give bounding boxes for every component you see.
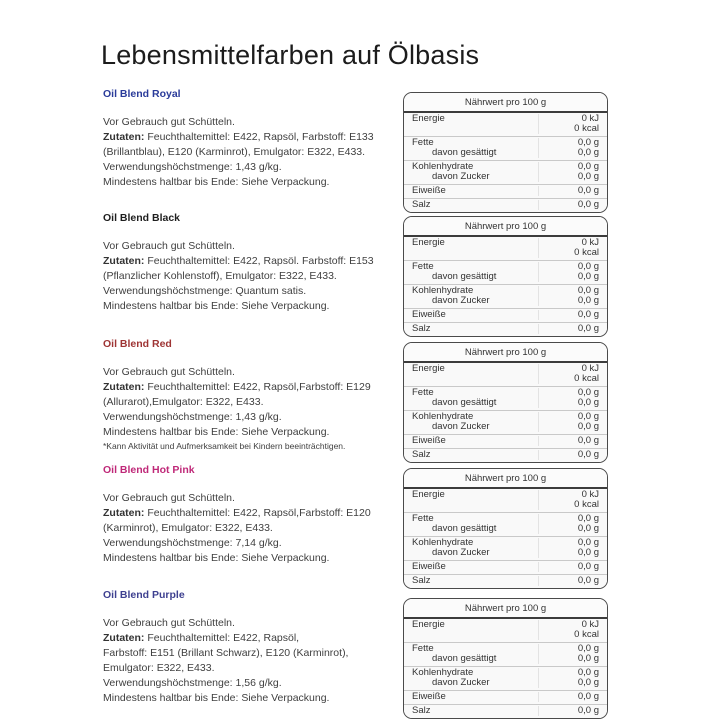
- nutrition-row-energie: [404, 363, 607, 386]
- nutrition-value: 0 kJ: [581, 619, 599, 630]
- nutrition-sublabel: davon gesättigt: [432, 147, 497, 158]
- nutrition-row-eiweisse: [404, 434, 607, 448]
- nutrition-value: 0 kcal: [574, 499, 599, 510]
- nutrition-row-salz: [404, 704, 607, 718]
- ingredients-continuation: (Karminrot), Emulgator: E322, E433.: [103, 522, 273, 534]
- nutrition-value: 0,0 g: [577, 411, 599, 422]
- nutrition-value: 0,0 g: [577, 185, 599, 196]
- nutrition-value: 0,0 g: [577, 199, 599, 210]
- best-before-line: Mindestens haltbar bis Ende: Siehe Verpackung.: [103, 300, 330, 312]
- nutrition-row-kohlenhydrate: [404, 536, 607, 560]
- nutrition-table-header: Nährwert pro 100 g: [404, 599, 607, 619]
- nutrition-row-fette: [404, 136, 607, 160]
- nutrition-row-salz: [404, 198, 607, 212]
- section-heading: Oil Blend Purple: [103, 589, 185, 601]
- nutrition-value: 0,0 g: [577, 137, 599, 148]
- ingredients-line: [103, 506, 413, 521]
- nutrition-table-body: [404, 489, 607, 588]
- nutrition-sublabel: davon Zucker: [432, 171, 490, 182]
- nutrition-value: 0,0 g: [577, 271, 599, 282]
- shake-instruction: Vor Gebrauch gut Schütteln.: [103, 617, 235, 629]
- nutrition-row-energie: [404, 113, 607, 136]
- nutrition-table-header: Nährwert pro 100 g: [404, 93, 607, 113]
- nutrition-value: 0,0 g: [577, 285, 599, 296]
- nutrition-table-header: Nährwert pro 100 g: [404, 343, 607, 363]
- nutrition-value: 0 kJ: [581, 237, 599, 248]
- nutrition-table: [403, 598, 608, 719]
- nutrition-table: [403, 216, 608, 337]
- nutrition-value: 0,0 g: [577, 653, 599, 664]
- nutrition-sublabel: davon gesättigt: [432, 271, 497, 282]
- section-text: [103, 239, 413, 314]
- ingredients-text: Feuchthaltemittel: E422, Rapsöl, Farbstoff: E133: [144, 131, 374, 143]
- nutrition-value: 0 kJ: [581, 113, 599, 124]
- nutrition-table-body: [404, 237, 607, 336]
- nutrition-value: 0,0 g: [577, 537, 599, 548]
- ingredients-label: Zutaten:: [103, 632, 145, 644]
- nutrition-label: Kohlenhydrate: [412, 285, 474, 296]
- nutrition-label: Salz: [412, 199, 431, 210]
- nutrition-label: Eiweiße: [412, 185, 446, 196]
- nutrition-row-salz: [404, 574, 607, 588]
- nutrition-label: Energie: [412, 113, 445, 124]
- nutrition-value: 0,0 g: [577, 261, 599, 272]
- max-usage-line: Verwendungshöchstmenge: 7,14 g/kg.: [103, 537, 282, 549]
- nutrition-value: 0 kcal: [574, 373, 599, 384]
- nutrition-label: Fette: [412, 137, 434, 148]
- nutrition-label: Eiweiße: [412, 435, 446, 446]
- nutrition-label: Kohlenhydrate: [412, 667, 474, 678]
- nutrition-table: [403, 342, 608, 463]
- nutrition-value: 0,0 g: [577, 421, 599, 432]
- nutrition-label: Kohlenhydrate: [412, 161, 474, 172]
- nutrition-label: Energie: [412, 237, 445, 248]
- ingredients-label: Zutaten:: [103, 381, 145, 393]
- max-usage-line: Verwendungshöchstmenge: 1,56 g/kg.: [103, 677, 282, 689]
- best-before-line: Mindestens haltbar bis Ende: Siehe Verpackung.: [103, 426, 330, 438]
- section-text: [103, 491, 413, 566]
- nutrition-label: Salz: [412, 705, 431, 716]
- shake-instruction: Vor Gebrauch gut Schütteln.: [103, 492, 235, 504]
- section-heading: Oil Blend Red: [103, 338, 172, 350]
- nutrition-label: Eiweiße: [412, 691, 446, 702]
- section-text: [103, 365, 413, 452]
- nutrition-row-kohlenhydrate: [404, 160, 607, 184]
- nutrition-value: 0 kJ: [581, 489, 599, 500]
- product-section: [103, 338, 615, 460]
- nutrition-value: 0,0 g: [577, 397, 599, 408]
- nutrition-sublabel: davon gesättigt: [432, 397, 497, 408]
- ingredients-line: [103, 130, 413, 145]
- nutrition-label: Energie: [412, 489, 445, 500]
- nutrition-value: 0,0 g: [577, 523, 599, 534]
- nutrition-value: 0,0 g: [577, 309, 599, 320]
- nutrition-label: Fette: [412, 513, 434, 524]
- nutrition-sublabel: davon gesättigt: [432, 653, 497, 664]
- nutrition-value: 0 kcal: [574, 123, 599, 134]
- nutrition-row-kohlenhydrate: [404, 410, 607, 434]
- section-text: [103, 616, 413, 706]
- nutrition-value: 0,0 g: [577, 435, 599, 446]
- nutrition-value: 0,0 g: [577, 513, 599, 524]
- ingredients-label: Zutaten:: [103, 507, 145, 519]
- ingredients-line: [103, 254, 413, 269]
- nutrition-label: Energie: [412, 619, 445, 630]
- max-usage-line: Verwendungshöchstmenge: 1,43 g/kg.: [103, 411, 282, 423]
- nutrition-value: 0,0 g: [577, 449, 599, 460]
- product-section: [103, 88, 615, 210]
- nutrition-label: Eiweiße: [412, 309, 446, 320]
- ingredients-label: Zutaten:: [103, 131, 145, 143]
- nutrition-label: Salz: [412, 575, 431, 586]
- nutrition-value: 0,0 g: [577, 387, 599, 398]
- nutrition-value: 0 kcal: [574, 247, 599, 258]
- nutrition-value: 0,0 g: [577, 677, 599, 688]
- nutrition-table-body: [404, 619, 607, 718]
- nutrition-table-body: [404, 113, 607, 212]
- nutrition-sublabel: davon Zucker: [432, 547, 490, 558]
- nutrition-row-kohlenhydrate: [404, 666, 607, 690]
- nutrition-value: 0,0 g: [577, 147, 599, 158]
- nutrition-row-salz: [404, 448, 607, 462]
- nutrition-row-eiweisse: [404, 308, 607, 322]
- best-before-line: Mindestens haltbar bis Ende: Siehe Verpackung.: [103, 552, 330, 564]
- ingredients-continuation: (Allurarot),Emulgator: E322, E433.: [103, 396, 264, 408]
- nutrition-sublabel: davon Zucker: [432, 295, 490, 306]
- warning-note: *Kann Aktivität und Aufmerksamkeit bei Kindern beeinträchtigen.: [103, 441, 346, 451]
- ingredients-text: Feuchthaltemittel: E422, Rapsöl,Farbstoff: E129: [144, 381, 371, 393]
- nutrition-row-eiweisse: [404, 690, 607, 704]
- nutrition-value: 0,0 g: [577, 171, 599, 182]
- nutrition-sublabel: davon gesättigt: [432, 523, 497, 534]
- ingredients-continuation: Emulgator: E322, E433.: [103, 662, 215, 674]
- nutrition-row-energie: [404, 489, 607, 512]
- product-section: [103, 212, 615, 334]
- shake-instruction: Vor Gebrauch gut Schütteln.: [103, 116, 235, 128]
- nutrition-sublabel: davon Zucker: [432, 421, 490, 432]
- nutrition-table-body: [404, 363, 607, 462]
- nutrition-table-header: Nährwert pro 100 g: [404, 469, 607, 489]
- product-section: [103, 589, 615, 716]
- nutrition-row-salz: [404, 322, 607, 336]
- section-heading: Oil Blend Hot Pink: [103, 464, 195, 476]
- nutrition-sublabel: davon Zucker: [432, 677, 490, 688]
- ingredients-text: Feuchthaltemittel: E422, Rapsöl. Farbstoff: E153: [144, 255, 374, 267]
- nutrition-row-fette: [404, 260, 607, 284]
- ingredients-continuation: (Pflanzlicher Kohlenstoff), Emulgator: E322, E433.: [103, 270, 337, 282]
- nutrition-table-header: Nährwert pro 100 g: [404, 217, 607, 237]
- shake-instruction: Vor Gebrauch gut Schütteln.: [103, 366, 235, 378]
- ingredients-label: Zutaten:: [103, 255, 145, 267]
- best-before-line: Mindestens haltbar bis Ende: Siehe Verpackung.: [103, 692, 330, 704]
- section-text: [103, 115, 413, 190]
- ingredients-continuation: (Brillantblau), E120 (Karminrot), Emulgator: E322, E433.: [103, 146, 366, 158]
- nutrition-value: 0,0 g: [577, 643, 599, 654]
- section-heading: Oil Blend Black: [103, 212, 181, 224]
- ingredients-text: Feuchthaltemittel: E422, Rapsöl,Farbstoff: E120: [144, 507, 371, 519]
- page-title: Lebensmittelfarben auf Ölbasis: [101, 40, 480, 70]
- nutrition-value: 0,0 g: [577, 691, 599, 702]
- nutrition-value: 0,0 g: [577, 705, 599, 716]
- nutrition-table: [403, 92, 608, 213]
- best-before-line: Mindestens haltbar bis Ende: Siehe Verpackung.: [103, 176, 330, 188]
- nutrition-label: Eiweiße: [412, 561, 446, 572]
- nutrition-label: Fette: [412, 643, 434, 654]
- nutrition-value: 0,0 g: [577, 295, 599, 306]
- nutrition-label: Kohlenhydrate: [412, 537, 474, 548]
- nutrition-row-fette: [404, 512, 607, 536]
- nutrition-label: Fette: [412, 261, 434, 272]
- product-section: [103, 464, 615, 586]
- nutrition-value: 0,0 g: [577, 561, 599, 572]
- nutrition-label: Salz: [412, 323, 431, 334]
- nutrition-row-fette: [404, 642, 607, 666]
- nutrition-row-energie: [404, 237, 607, 260]
- nutrition-value: 0 kJ: [581, 363, 599, 374]
- nutrition-label: Fette: [412, 387, 434, 398]
- shake-instruction: Vor Gebrauch gut Schütteln.: [103, 240, 235, 252]
- section-heading: Oil Blend Royal: [103, 88, 181, 100]
- nutrition-label: Salz: [412, 449, 431, 460]
- nutrition-row-kohlenhydrate: [404, 284, 607, 308]
- nutrition-row-eiweisse: [404, 184, 607, 198]
- nutrition-row-eiweisse: [404, 560, 607, 574]
- nutrition-value: 0,0 g: [577, 323, 599, 334]
- nutrition-row-energie: [404, 619, 607, 642]
- nutrition-row-fette: [404, 386, 607, 410]
- nutrition-label: Energie: [412, 363, 445, 374]
- nutrition-value: 0,0 g: [577, 161, 599, 172]
- ingredients-line: [103, 631, 413, 646]
- nutrition-value: 0,0 g: [577, 667, 599, 678]
- nutrition-table: [403, 468, 608, 589]
- nutrition-label: Kohlenhydrate: [412, 411, 474, 422]
- ingredients-text: Feuchthaltemittel: E422, Rapsöl,: [144, 632, 300, 644]
- ingredients-continuation: Farbstoff: E151 (Brillant Schwarz), E120 (Karminrot),: [103, 647, 349, 659]
- max-usage-line: Verwendungshöchstmenge: Quantum satis.: [103, 285, 307, 297]
- nutrition-value: 0,0 g: [577, 575, 599, 586]
- ingredients-line: [103, 380, 413, 395]
- nutrition-value: 0,0 g: [577, 547, 599, 558]
- max-usage-line: Verwendungshöchstmenge: 1,43 g/kg.: [103, 161, 282, 173]
- nutrition-value: 0 kcal: [574, 629, 599, 640]
